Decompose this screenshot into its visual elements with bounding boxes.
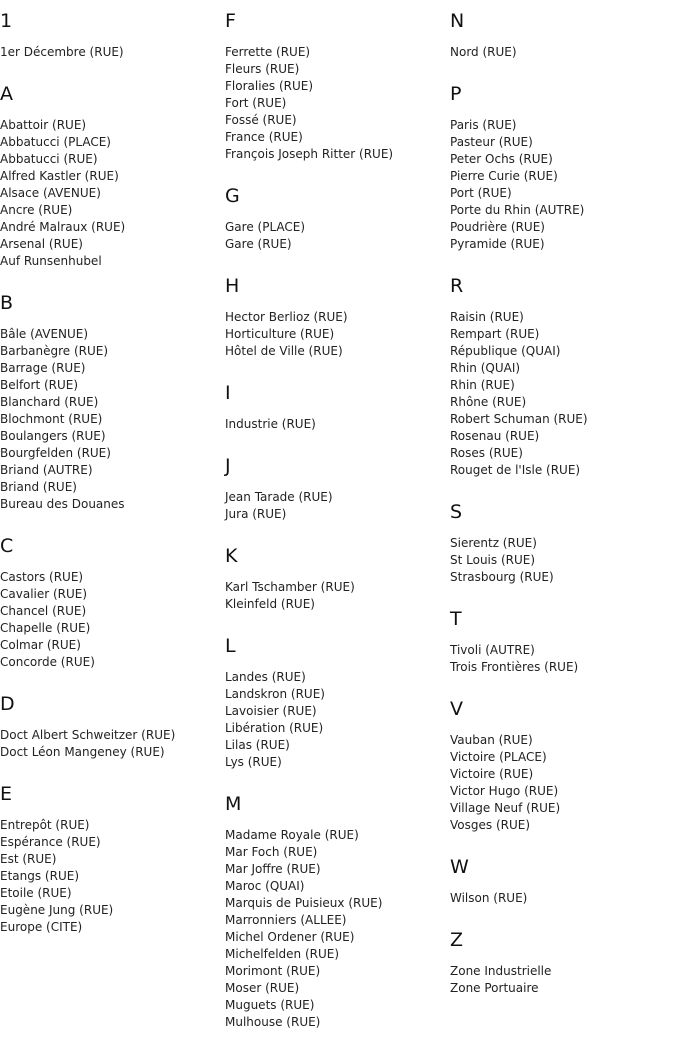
street-link[interactable]: Libération (RUE) [225,721,324,735]
section-letter-heading: L [225,635,236,657]
street-link[interactable]: Hector Berlioz (RUE) [225,310,348,324]
street-link[interactable]: Zone Portuaire [450,981,539,995]
street-link[interactable]: Fleurs (RUE) [225,62,300,76]
street-link[interactable]: Muguets (RUE) [225,998,315,1012]
letter-section [0,781,222,936]
section-letter-heading: S [450,501,463,523]
letter-section [225,8,447,163]
street-link[interactable]: Barbanègre (RUE) [0,344,109,358]
street-link[interactable]: Nord (RUE) [450,45,517,59]
section-letter-heading: W [450,856,469,878]
street-index-column-3 [450,8,672,1017]
street-link[interactable]: Lys (RUE) [225,755,282,769]
street-link[interactable]: Wilson (RUE) [450,891,528,905]
street-link[interactable]: Victor Hugo (RUE) [450,784,559,798]
street-link[interactable]: Rhin (QUAI) [450,361,521,375]
street-link[interactable]: Victoire (PLACE) [450,750,547,764]
letter-section [450,8,672,61]
street-link[interactable]: Zone Industrielle [450,964,552,978]
letter-section [450,499,672,586]
street-link[interactable]: Michel Ordener (RUE) [225,930,355,944]
section-letter-heading: D [0,693,15,715]
street-link[interactable]: Strasbourg (RUE) [450,570,554,584]
street-link[interactable]: Ferrette (RUE) [225,45,311,59]
street-link[interactable]: Ancre (RUE) [0,203,73,217]
letter-section [450,696,672,834]
street-link[interactable]: Briand (AUTRE) [0,463,93,477]
street-link[interactable]: Lavoisier (RUE) [225,704,317,718]
section-letter-heading: G [225,185,240,207]
street-link[interactable]: Tivoli (AUTRE) [450,643,535,657]
section-letter-heading: F [225,10,236,32]
street-link[interactable]: Colmar (RUE) [0,638,81,652]
section-letter-heading: B [0,292,14,314]
street-link[interactable]: Eugène Jung (RUE) [0,903,114,917]
street-link[interactable]: Sierentz (RUE) [450,536,537,550]
letter-section [225,633,447,771]
street-link[interactable]: Rhin (RUE) [450,378,515,392]
section-letter-heading: T [450,608,462,630]
street-link[interactable]: Raisin (RUE) [450,310,524,324]
letter-section [225,453,447,523]
street-link[interactable]: Maroc (QUAI) [225,879,305,893]
street-link[interactable]: François Joseph Ritter (RUE) [225,147,394,161]
street-link[interactable]: Rouget de l'Isle (RUE) [450,463,581,477]
street-link[interactable]: 1er Décembre (RUE) [0,45,124,59]
street-link[interactable]: Industrie (RUE) [225,417,316,431]
street-link[interactable]: Mulhouse (RUE) [225,1015,321,1029]
street-link[interactable]: Espérance (RUE) [0,835,101,849]
street-link[interactable]: St Louis (RUE) [450,553,536,567]
street-link[interactable]: Europe (CITE) [0,920,83,934]
letter-section [450,854,672,907]
street-link[interactable]: Rhône (RUE) [450,395,527,409]
street-link[interactable]: Paris (RUE) [450,118,517,132]
street-link[interactable]: Vosges (RUE) [450,818,531,832]
street-link[interactable]: France (RUE) [225,130,303,144]
section-letter-heading: K [225,545,238,567]
street-link[interactable]: Doct Albert Schweitzer (RUE) [0,728,176,742]
street-link[interactable]: Bureau des Douanes [0,497,125,511]
street-link[interactable]: Est (RUE) [0,852,57,866]
street-link[interactable]: Fort (RUE) [225,96,287,110]
street-link[interactable]: Chapelle (RUE) [0,621,91,635]
street-link[interactable]: Lilas (RUE) [225,738,290,752]
street-link[interactable]: Bourgfelden (RUE) [0,446,111,460]
section-letter-heading: I [225,382,231,404]
street-link[interactable]: Pyramide (RUE) [450,237,545,251]
street-link[interactable]: Poudrière (RUE) [450,220,545,234]
street-link[interactable]: Rosenau (RUE) [450,429,540,443]
street-link[interactable]: Boulangers (RUE) [0,429,106,443]
street-link[interactable]: Jean Tarade (RUE) [225,490,333,504]
street-index-column-2 [225,8,447,1051]
street-link[interactable]: Madame Royale (RUE) [225,828,359,842]
street-link[interactable]: Vauban (RUE) [450,733,533,747]
street-link[interactable]: Roses (RUE) [450,446,523,460]
street-link[interactable]: Gare (RUE) [225,237,292,251]
letter-section [0,8,222,61]
street-link[interactable]: Jura (RUE) [225,507,287,521]
section-letter-heading: R [450,275,464,297]
section-letter-heading: C [0,535,14,557]
letter-section [450,927,672,997]
street-link[interactable]: Abbatucci (PLACE) [0,135,111,149]
section-letter-heading: N [450,10,465,32]
street-link[interactable]: Auf Runsenhubel [0,254,102,268]
letter-section [225,380,447,433]
street-link[interactable]: Robert Schuman (RUE) [450,412,588,426]
street-link[interactable]: Gare (PLACE) [225,220,306,234]
street-link[interactable]: Morimont (RUE) [225,964,321,978]
street-link[interactable]: Concorde (RUE) [0,655,95,669]
street-link[interactable]: Briand (RUE) [0,480,77,494]
section-letter-heading: A [0,83,13,105]
letter-section [225,273,447,360]
letter-section [225,183,447,253]
section-letter-heading: 1 [0,10,13,32]
street-link[interactable]: Abbatucci (RUE) [0,152,98,166]
street-link[interactable]: Entrepôt (RUE) [0,818,90,832]
street-link[interactable]: Floralies (RUE) [225,79,314,93]
street-link[interactable]: Pierre Curie (RUE) [450,169,558,183]
letter-section [225,791,447,1031]
street-link[interactable]: Marronniers (ALLEE) [225,913,347,927]
street-link[interactable]: Port (RUE) [450,186,512,200]
street-link[interactable]: Arsenal (RUE) [0,237,83,251]
street-link[interactable]: Landes (RUE) [225,670,306,684]
street-link[interactable]: République (QUAI) [450,344,561,358]
street-link[interactable]: Rempart (RUE) [450,327,540,341]
street-link[interactable]: Pasteur (RUE) [450,135,533,149]
letter-section [0,691,222,761]
letter-section [0,81,222,270]
street-link[interactable]: Trois Frontières (RUE) [450,660,579,674]
street-link[interactable]: Hôtel de Ville (RUE) [225,344,343,358]
street-link[interactable]: Michelfelden (RUE) [225,947,340,961]
section-letter-heading: Z [450,929,464,951]
street-link[interactable]: Horticulture (RUE) [225,327,335,341]
street-link[interactable]: Alfred Kastler (RUE) [0,169,119,183]
street-link[interactable]: Mar Joffre (RUE) [225,862,321,876]
street-link[interactable]: Kleinfeld (RUE) [225,597,315,611]
street-link[interactable]: Fossé (RUE) [225,113,297,127]
street-link[interactable]: Doct Léon Mangeney (RUE) [0,745,165,759]
street-link[interactable]: Bâle (AVENUE) [0,327,89,341]
section-letter-heading: E [0,783,13,805]
street-link[interactable]: Barrage (RUE) [0,361,86,375]
street-link[interactable]: Blanchard (RUE) [0,395,99,409]
street-link[interactable]: Moser (RUE) [225,981,300,995]
street-link[interactable]: Village Neuf (RUE) [450,801,561,815]
letter-section [0,533,222,671]
letter-section [450,273,672,479]
section-letter-heading: P [450,83,462,105]
street-link[interactable]: Chancel (RUE) [0,604,87,618]
letter-section [450,81,672,253]
street-link[interactable]: André Malraux (RUE) [0,220,126,234]
street-link[interactable]: Landskron (RUE) [225,687,325,701]
street-link[interactable]: Etangs (RUE) [0,869,79,883]
street-link[interactable]: Etoile (RUE) [0,886,72,900]
letter-section [0,290,222,513]
street-link[interactable]: Alsace (AVENUE) [0,186,101,200]
street-link[interactable]: Abattoir (RUE) [0,118,87,132]
section-letter-heading: J [225,455,231,477]
street-link[interactable]: Cavalier (RUE) [0,587,88,601]
street-link[interactable]: Victoire (RUE) [450,767,534,781]
section-letter-heading: M [225,793,242,815]
street-link[interactable]: Marquis de Puisieux (RUE) [225,896,383,910]
street-link[interactable]: Castors (RUE) [0,570,84,584]
letter-section [225,543,447,613]
street-link[interactable]: Porte du Rhin (AUTRE) [450,203,585,217]
street-link[interactable]: Blochmont (RUE) [0,412,103,426]
letter-section [450,606,672,676]
street-link[interactable]: Mar Foch (RUE) [225,845,318,859]
section-letter-heading: V [450,698,463,720]
street-link[interactable]: Karl Tschamber (RUE) [225,580,355,594]
street-link[interactable]: Belfort (RUE) [0,378,79,392]
street-link[interactable]: Peter Ochs (RUE) [450,152,553,166]
section-letter-heading: H [225,275,240,297]
street-index-column-1 [0,8,222,956]
